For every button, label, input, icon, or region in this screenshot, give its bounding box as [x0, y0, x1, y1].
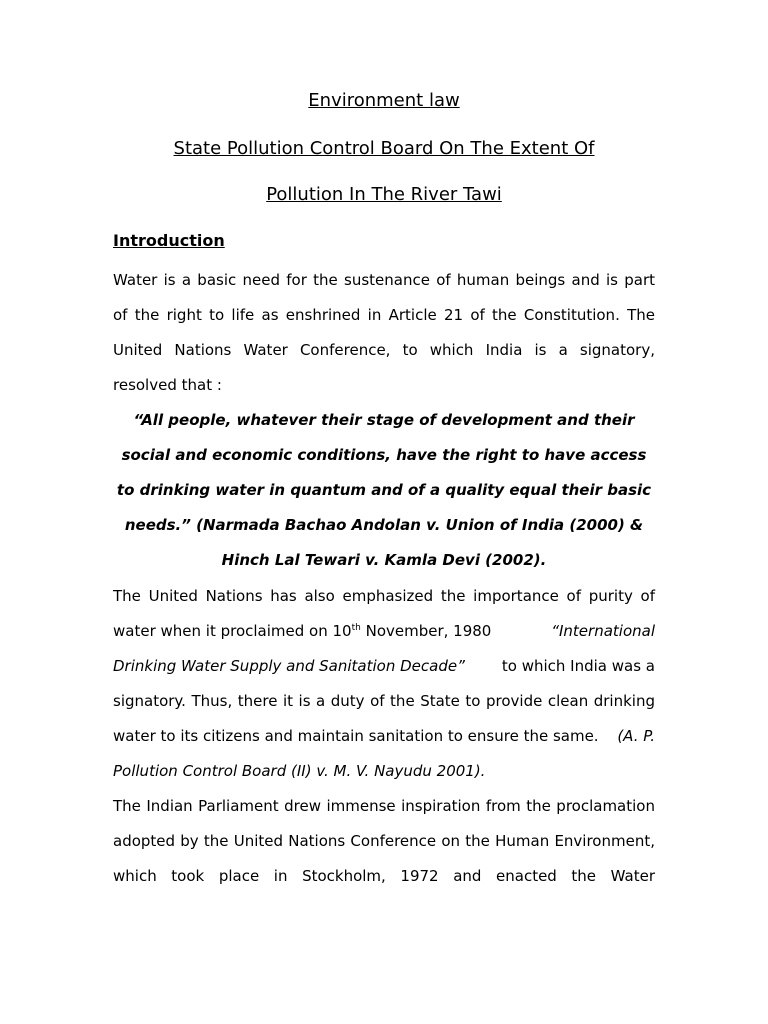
- paragraph-line: [113, 866, 655, 886]
- italic-title: Drinking Water Supply and Sanitation Decade”: [113, 657, 465, 675]
- word: place: [218, 867, 260, 885]
- document-title: Environment law: [308, 90, 460, 111]
- word: Stockholm,: [302, 867, 386, 885]
- word: the: [571, 867, 597, 885]
- quote-line: needs.” (Narmada Bachao Andolan v. Union of India (2000) &: [124, 516, 644, 534]
- paragraph-line: Water is a basic need for the sustenance of human beings and is part: [113, 271, 655, 289]
- paragraph-line: resolved that :: [113, 376, 222, 394]
- word: and: [453, 867, 482, 885]
- paragraph-line: United Nations Water Conference, to which India is a signatory,: [113, 341, 655, 359]
- quote-line: “All people, whatever their stage of development and their: [133, 411, 635, 429]
- paragraph-line: adopted by the United Nations Conference on the Human Environment,: [113, 832, 655, 850]
- paragraph-line: [113, 726, 655, 746]
- text-segment: water to its citizens and maintain sanitation to ensure the same.: [113, 727, 599, 745]
- quote-line: to drinking water in quantum and of a quality equal their basic: [116, 481, 652, 499]
- document-subtitle-line-1: State Pollution Control Board On The Extent Of: [173, 138, 595, 159]
- italic-title: “International: [551, 622, 655, 640]
- word: took: [171, 867, 205, 885]
- text-segment: November, 1980: [360, 622, 497, 640]
- text-segment: water when it proclaimed on 10: [113, 622, 352, 640]
- paragraph-line: of the right to life as enshrined in Article 21 of the Constitution. The: [113, 306, 655, 324]
- paragraph-line: [113, 656, 655, 676]
- text-segment: to which India was a: [497, 657, 655, 675]
- quote-line: social and economic conditions, have the right to have access: [121, 446, 647, 464]
- word: Water: [610, 867, 655, 885]
- section-heading-introduction: Introduction: [113, 231, 225, 250]
- paragraph-line: signatory. Thus, there it is a duty of the State to provide clean drinking: [113, 692, 655, 710]
- word: enacted: [496, 867, 557, 885]
- paragraph-line: The United Nations has also emphasized the importance of purity of: [113, 587, 655, 605]
- text-segment: [113, 621, 496, 641]
- paragraph-line: The Indian Parliament drew immense inspiration from the proclamation: [113, 797, 655, 815]
- word: in: [273, 867, 288, 885]
- document-subtitle-line-2: Pollution In The River Tawi: [266, 184, 502, 205]
- word: 1972: [400, 867, 439, 885]
- italic-citation-line: Pollution Control Board (II) v. M. V. Nayudu 2001).: [113, 762, 486, 780]
- quote-citation-line: Hinch Lal Tewari v. Kamla Devi (2002).: [221, 551, 547, 569]
- word: which: [113, 867, 157, 885]
- paragraph-line: [113, 621, 655, 641]
- superscript: th: [351, 623, 361, 633]
- italic-citation: (A. P.: [617, 727, 655, 745]
